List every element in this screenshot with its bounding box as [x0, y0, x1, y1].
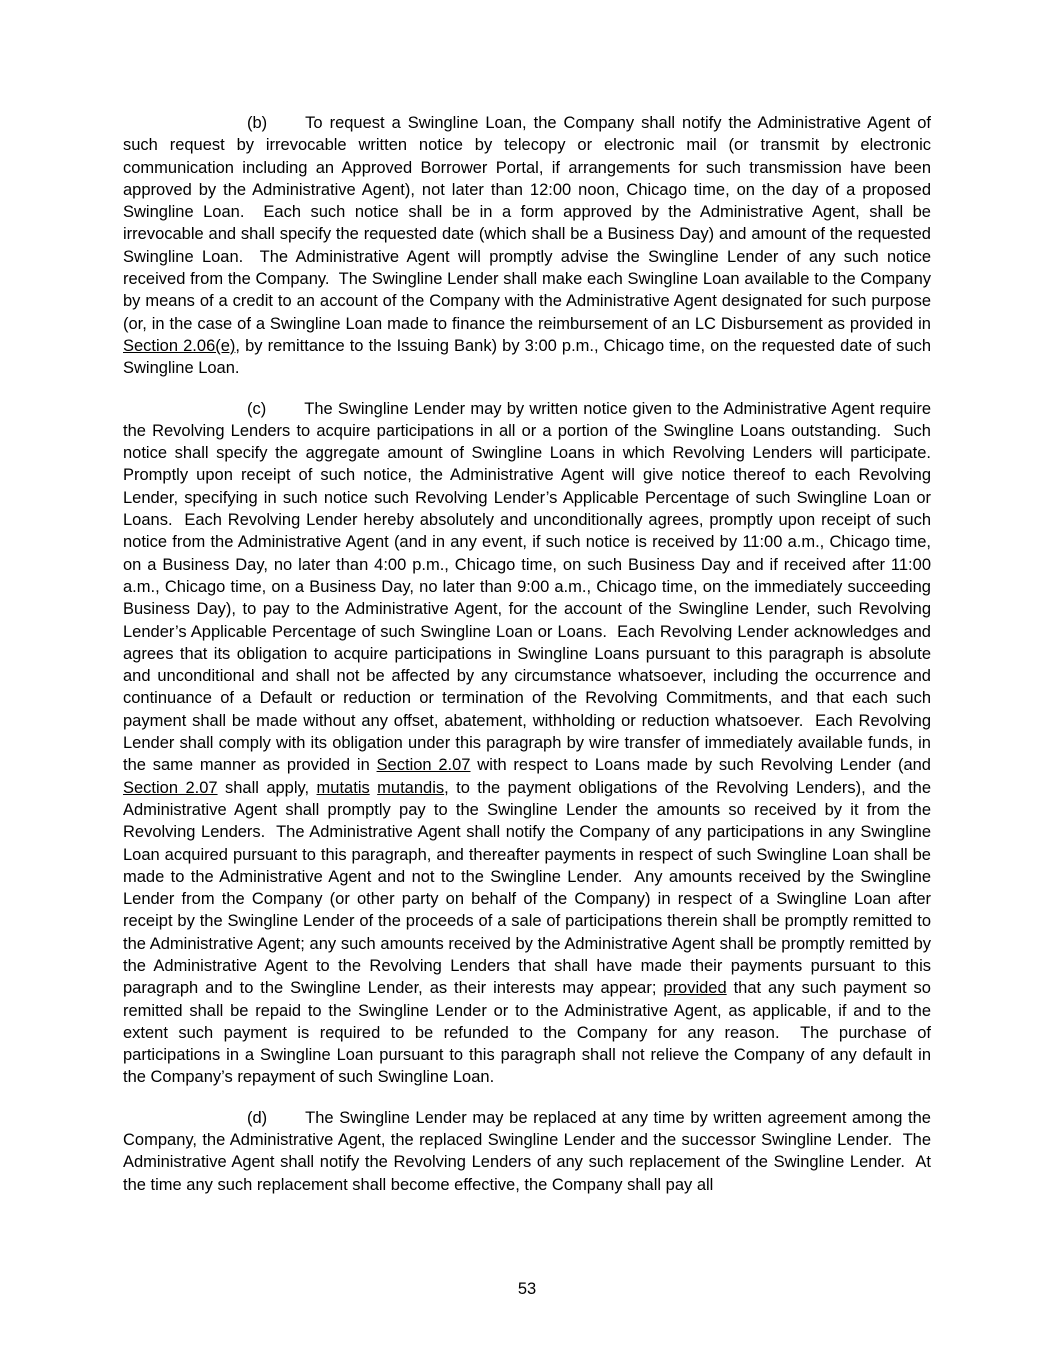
underlined-text-run: Section 2.06(e) [123, 336, 236, 355]
paragraph-text [123, 400, 940, 1087]
text-run: The Swingline Lender may be replaced at any time by written agreement among the Company, the Administrative Agent, the replaced Swingline Lender and the successor Swingline Lender. The Administrative Agent shall notify the Revolving Lenders of any such replacement of the Swingline Lender. At the time any such replacement shall become effective, the Company shall pay all [123, 1108, 936, 1194]
paragraph-b [123, 112, 936, 380]
document-body [123, 112, 941, 1196]
text-run: To request a Swingline Loan, the Company shall notify the Administrative Agent of such request by irrevocable written notice by telecopy or electronic mail (or transmit by electronic communication including an Approved Borrower Portal, if arrangements for such transmission have been approved by the Administrative Agent), not later than 12:00 noon, Chicago time, on the day of a proposed Swingline Loan. Each such notice shall be in a form approved by the Administrative Agent, shall be irrevocable and shall specify the requested date (which shall be a Business Day) and amount of the requested Swingline Loan. The Administrative Agent will promptly advise the Swingline Lender of any such notice received from the Company. The Swingline Lender shall make each Swingline Loan available to the Company by means of a credit to an account of the Company with the Administrative Agent designated for such purpose (or, in the case of a Swingline Loan made to finance the reimbursement of an LC Disbursement as provided in [123, 114, 936, 333]
underlined-text-run: Section 2.07 [123, 778, 218, 797]
paragraph-d [123, 1107, 936, 1196]
paragraph-label: (d) [247, 1108, 268, 1127]
underlined-text-run: provided [663, 979, 727, 998]
text-run: that any such payment so remitted shall be repaid to the Swingline Lender or to the Administrative Agent, as applicable, if and to the extent such payment is required to be refunded to the Company for any reason. The purchase of participations in a Swingline Loan pursuant to this paragraph shall not relieve the Company of any default in the Company’s repayment of such Swingline Loan. [123, 979, 936, 1087]
paragraph-label: (c) [247, 399, 267, 418]
paragraph-c [123, 398, 941, 1089]
page-number: 53 [517, 1280, 537, 1298]
text-run: The Swingline Lender may by written notice given to the Administrative Agent require the Revolving Lenders to acquire participations in all or a portion of the Swingline Loans outstanding. Such notice shall specify the aggregate amount of Swingline Loans in which Revolving Lenders will participate. Promptly upon receipt of such notice, the Administrative Agent will give notice thereof to each Revolving Lender, specifying in such notice such Revolving Lender’s Applicable Percentage of such Swingline Loan or Loans. Each Revolving Lender hereby absolutely and unconditionally agrees, promptly upon receipt of such notice from the Administrative Agent (and in any event, if such notice is received by 11:00 a.m., Chicago time, on a Business Day, no later than 4:00 p.m., Chicago time, on such Business Day and if received after 11:00 a.m., Chicago time, on a Business Day, no later than 9:00 a.m., Chicago time, on the immediately succeeding Business Day), to pay to the Administrative Agent, for the account of the Swingline Lender, such Revolving Lender’s Applicable Percentage of such Swingline Loan or Loans. Each Revolving Lender acknowledges and agrees that its obligation to acquire participations in Swingline Loans pursuant to this paragraph is absolute and unconditional and shall not be affected by any circumstance whatsoever, including the occurrence and continuance of a Default or reduction or termination of the Revolving Commitments, and that each such payment shall be made without any offset, abatement, withholding or reduction whatsoever. Each Revolving Lender shall comply with its obligation under this paragraph by wire transfer of immediately available funds, in the same manner as provided in [123, 399, 941, 775]
text-run: , by remittance to the Issuing Bank) by 3:00 p.m., Chicago time, on the requested date of such Swingline Loan. [123, 336, 936, 378]
text-run: shall apply, [217, 778, 317, 797]
text-run: with respect to Loans made by such Revolving Lender (and [470, 756, 936, 775]
text-run: , to the payment obligations of the Revolving Lenders), and the Administrative Agent shall promptly pay to the Swingline Lender the amounts so received by it from the Revolving Lenders. The Administrative Agent shall notify the Company of any participations in any Swingline Loan acquired pursuant to this paragraph, and thereafter payments in respect of such Swingline Loan shall be made to the Administrative Agent and not to the Swingline Lender. Any amounts received by the Swingline Lender from the Company (or other party on behalf of the Company) in respect of a Swingline Loan after receipt by the Swingline Lender of the proceeds of a sale of participations therein shall be promptly remitted to the Administrative Agent; any such amounts received by the Administrative Agent shall be promptly remitted by the Administrative Agent to the Revolving Lenders that shall have made their payments pursuant to this paragraph and to the Swingline Lender, as their interests may appear; [123, 778, 936, 998]
underlined-text-run: mutandis [377, 778, 445, 797]
paragraph-text [123, 1109, 936, 1194]
underlined-text-run: mutatis [316, 778, 370, 797]
underlined-text-run: Section 2.07 [376, 756, 471, 775]
paragraph-text [123, 114, 936, 377]
paragraph-label: (b) [247, 114, 268, 132]
